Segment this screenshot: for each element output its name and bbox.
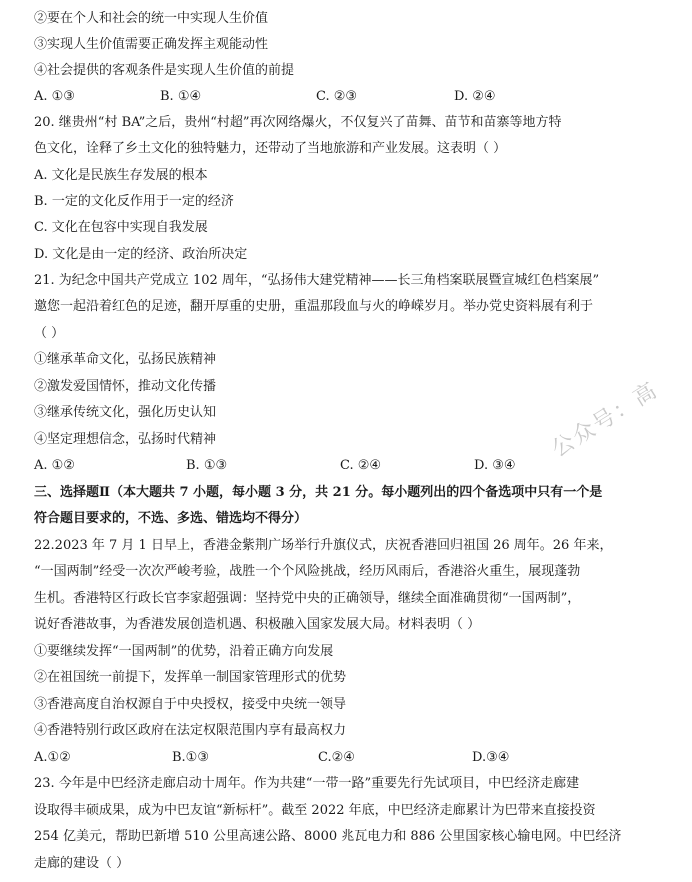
watermark: 公众号：高	[547, 377, 663, 463]
question-21-stem: （ ）	[34, 326, 65, 341]
statement-item: ①继承革命文化，弘扬民族精神	[34, 352, 217, 367]
statement-item: ②激发爱国情怀，推动文化传播	[34, 379, 217, 394]
option-d: D.③④	[472, 750, 510, 765]
statement-item: ④社会提供的客观条件是实现人生价值的前提	[34, 63, 295, 78]
option-c: C. ②④	[340, 458, 382, 473]
statement-item: ③实现人生价值需要正确发挥主观能动性	[34, 37, 269, 52]
statement-item: ③香港高度自治权源自于中央授权，接受中央统一领导	[34, 697, 347, 712]
question-23-stem: 走廊的建设（ ）	[34, 856, 130, 871]
statement-item: ①要继续发挥“一国两制”的优势，沿着正确方向发展	[34, 644, 334, 659]
section-heading: 符合题目要求的，不选、多选、错选均不得分）	[34, 511, 308, 526]
statement-item: ②在祖国统一前提下，发挥单一制国家管理形式的优势	[34, 670, 347, 685]
option-d: D. ②④	[454, 89, 496, 104]
question-22-stem: “一国两制”经受一次次严峻考验，战胜一个个风险挑战，经历风雨后，香港浴火重生，展现蓬勃	[34, 564, 581, 579]
question-21-stem: 21. 为纪念中国共产党成立 102 周年，“弘扬伟大建党精神——长三角档案联展暨宣城红色档案展”	[34, 273, 600, 288]
choice-b: B. 一定的文化反作用于一定的经济	[34, 194, 234, 209]
question-23-stem: 23. 今年是中巴经济走廊启动十周年。作为共建“一带一路”重要先行先试项目，中巴经济走廊建	[34, 776, 580, 791]
question-20-stem: 色文化，诠释了乡土文化的独特魅力，还带动了当地旅游和产业发展。这表明（ ）	[34, 141, 507, 156]
statement-item: ②要在个人和社会的统一中实现人生价值	[34, 11, 269, 26]
question-23-stem: 设取得丰硕成果，成为中巴友谊“新标杆”。截至 2022 年底，中巴经济走廊累计为巴带来直接投资	[34, 803, 596, 818]
option-a: A. ①③	[34, 89, 75, 104]
question-20-stem: 20. 继贵州“村 BA”之后，贵州“村超”再次网络爆火，不仅复兴了苗舞、苗节和苗寨等地方特	[34, 115, 562, 130]
statement-item: ④香港特别行政区政府在法定权限范围内享有最高权力	[34, 723, 347, 738]
option-c: C. ②③	[316, 89, 358, 104]
option-a: A.①②	[34, 750, 71, 765]
option-b: B.①③	[172, 750, 209, 765]
option-b: B. ①③	[186, 458, 228, 473]
option-a: A. ①②	[34, 458, 75, 473]
choice-d: D. 文化是由一定的经济、政治所决定	[34, 247, 248, 262]
choice-a: A. 文化是民族生存发展的根本	[34, 168, 208, 183]
statement-item: ③继承传统文化，强化历史认知	[34, 405, 217, 420]
option-c: C.②④	[318, 750, 355, 765]
option-b: B. ①④	[160, 89, 202, 104]
section-heading: 三、选择题Ⅱ（本大题共 7 小题，每小题 3 分，共 21 分。每小题列出的四个备选项中只有一个是	[34, 485, 603, 500]
question-21-stem: 邀您一起沿着红色的足迹，翻开厚重的史册，重温那段血与火的峥嵘岁月。举办党史资料展有利于	[34, 299, 594, 314]
option-d: D. ③④	[474, 458, 516, 473]
statement-item: ④坚定理想信念，弘扬时代精神	[34, 432, 217, 447]
question-23-stem: 254 亿美元，帮助巴新增 510 公里高速公路、8000 兆瓦电力和 886 公里国家核心输电网。中巴经济	[34, 829, 622, 844]
choice-c: C. 文化在包容中实现自我发展	[34, 220, 208, 235]
question-22-stem: 说好香港故事，为香港发展创造机遇、积极融入国家发展大局。材料表明（ ）	[34, 617, 481, 632]
question-22-stem: 生机。香港特区行政长官李家超强调：坚持党中央的正确领导，继续全面准确贯彻“一国两制”，	[34, 591, 581, 606]
question-22-stem: 22.2023 年 7 月 1 日早上，香港金紫荆广场举行升旗仪式，庆祝香港回归祖国 26 周年。26 年来，	[34, 538, 613, 553]
